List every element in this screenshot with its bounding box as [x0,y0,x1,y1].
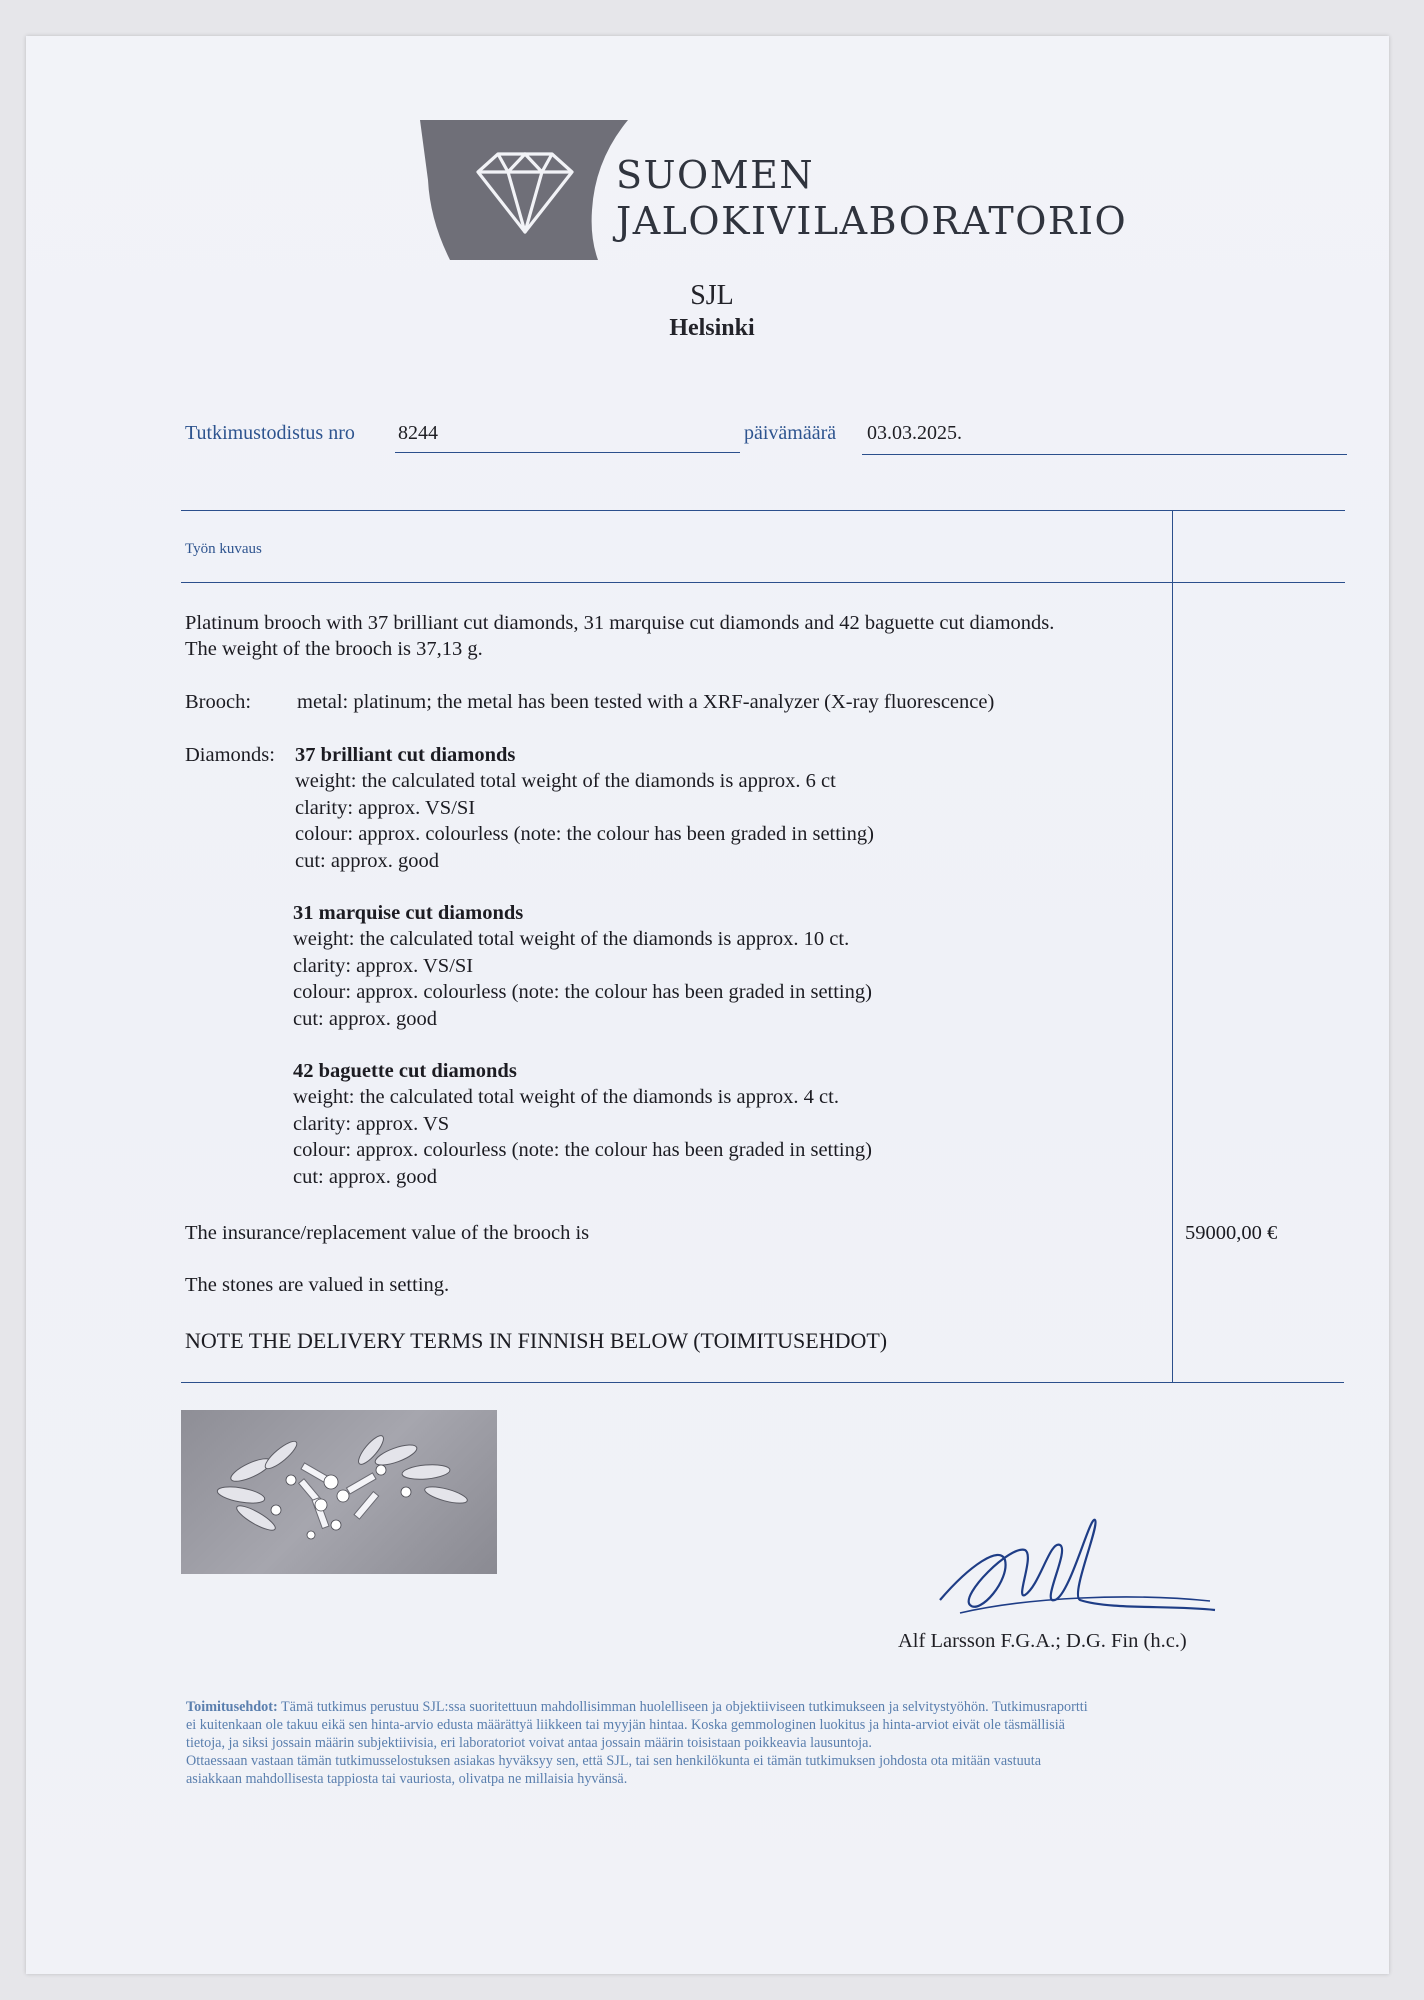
valuation-label: The insurance/replacement value of the brooch is [185,1222,590,1244]
section-label: Työn kuvaus [185,541,262,557]
diamond-group-title: 37 brilliant cut diamonds [295,744,516,766]
lab-name-line1: SUOMEN [616,153,815,197]
section-divider [181,582,1345,583]
certificate-number-value: 8244 [398,422,438,444]
terms-line-1 [186,1698,1286,1716]
signer-name: Alf Larsson F.G.A.; D.G. Fin (h.c.) [898,1630,1187,1652]
date-label: päivämäärä [744,422,837,444]
diamond-group-marquise [293,900,872,1032]
terms-line-3: tietoja, ja siksi jossain määrin subjektiivisia, eri laboratoriot voivat antaa jossain määrin toisistaan poikkeavia lausuntoja. [186,1735,872,1751]
diamond-clarity: clarity: approx. VS/SI [293,954,474,977]
lab-name [616,152,1127,244]
signature-scribble [930,1505,1220,1625]
delivery-terms-notice: NOTE THE DELIVERY TERMS IN FINNISH BELOW (TOIMITUSEHDOT) [185,1328,888,1353]
lab-city: Helsinki [669,315,755,341]
description-line-1: Platinum brooch with 37 brilliant cut diamonds, 31 marquise cut diamonds and 42 baguette cut diamonds. [185,612,1055,634]
terms-label: Toimitusehdot: [186,1699,278,1715]
frame-bottom-line [181,1382,1344,1383]
diamond-weight: weight: the calculated total weight of the diamonds is approx. 6 ct [295,770,836,793]
diamond-clarity: clarity: approx. VS/SI [295,796,476,819]
diamond-weight: weight: the calculated total weight of the diamonds is approx. 10 ct. [293,928,850,951]
diamond-group-brilliant [295,742,874,874]
diamond-cut: cut: approx. good [293,1007,438,1030]
diamond-weight: weight: the calculated total weight of the diamonds is approx. 4 ct. [293,1086,839,1109]
diamond-group-title: 42 baguette cut diamonds [293,1060,517,1082]
diamond-cut: cut: approx. good [293,1165,438,1188]
date-underline [862,454,1347,455]
number-underline [395,452,740,453]
diamond-cut: cut: approx. good [295,849,440,872]
diamond-logo-icon [420,120,630,260]
certificate-number-label: Tutkimustodistus nro [185,422,355,444]
valuation-note: The stones are valued in setting. [185,1274,450,1296]
terms-line-4: Ottaessaan vastaan tämän tutkimusselostuksen asiakas hyväksyy sen, että SJL, tai sen henkilökunta ei tämän tutkimuksen johdosta ota mitään vastuuta [186,1753,1042,1769]
date-value: 03.03.2025. [867,422,962,444]
brooch-metal: metal: platinum; the metal has been tested with a XRF-analyzer (X-ray fluorescence) [297,691,995,713]
lab-abbreviation: SJL [690,280,734,311]
diamond-colour: colour: approx. colourless (note: the colour has been graded in setting) [295,823,874,846]
brooch-label: Brooch: [185,691,252,713]
delivery-terms [186,1698,1286,1788]
lab-name-line2: JALOKIVILABORATORIO [616,199,1128,243]
description-line-2: The weight of the brooch is 37,13 g. [185,638,483,661]
diamond-group-title: 31 marquise cut diamonds [293,902,524,924]
brooch-illustration [181,1410,497,1574]
diamond-colour: colour: approx. colourless (note: the colour has been graded in setting) [293,1139,872,1162]
value-column-divider [1172,510,1173,1382]
diamond-group-baguette [293,1058,872,1190]
description [185,610,1054,663]
terms-text-1: Tämä tutkimus perustuu SJL:ssa suoritettuun mahdollisimman huolelliseen ja objektiiviseen tutkimukseen ja selvitystyöhön. Tutkimusraportti [281,1699,1088,1715]
valuation-value: 59000,00 € [1185,1222,1278,1244]
diamonds-label: Diamonds: [185,744,275,766]
diamond-clarity: clarity: approx. VS [293,1112,450,1135]
frame-top-line [181,510,1345,511]
terms-line-2: ei kuitenkaan ole takuu eikä sen hinta-arvio edusta määrättyä liikkeen tai myyjän hintaa. Koska gemmologinen luokitus ja hinta-arviot eivät ole täsmällisiä [186,1717,1065,1733]
brooch-photo [181,1410,497,1574]
terms-line-5: asiakkaan mahdollisesta tappiosta tai vauriosta, olivatpa ne millaisia hyvänsä. [186,1771,628,1787]
diamond-colour: colour: approx. colourless (note: the colour has been graded in setting) [293,981,872,1004]
